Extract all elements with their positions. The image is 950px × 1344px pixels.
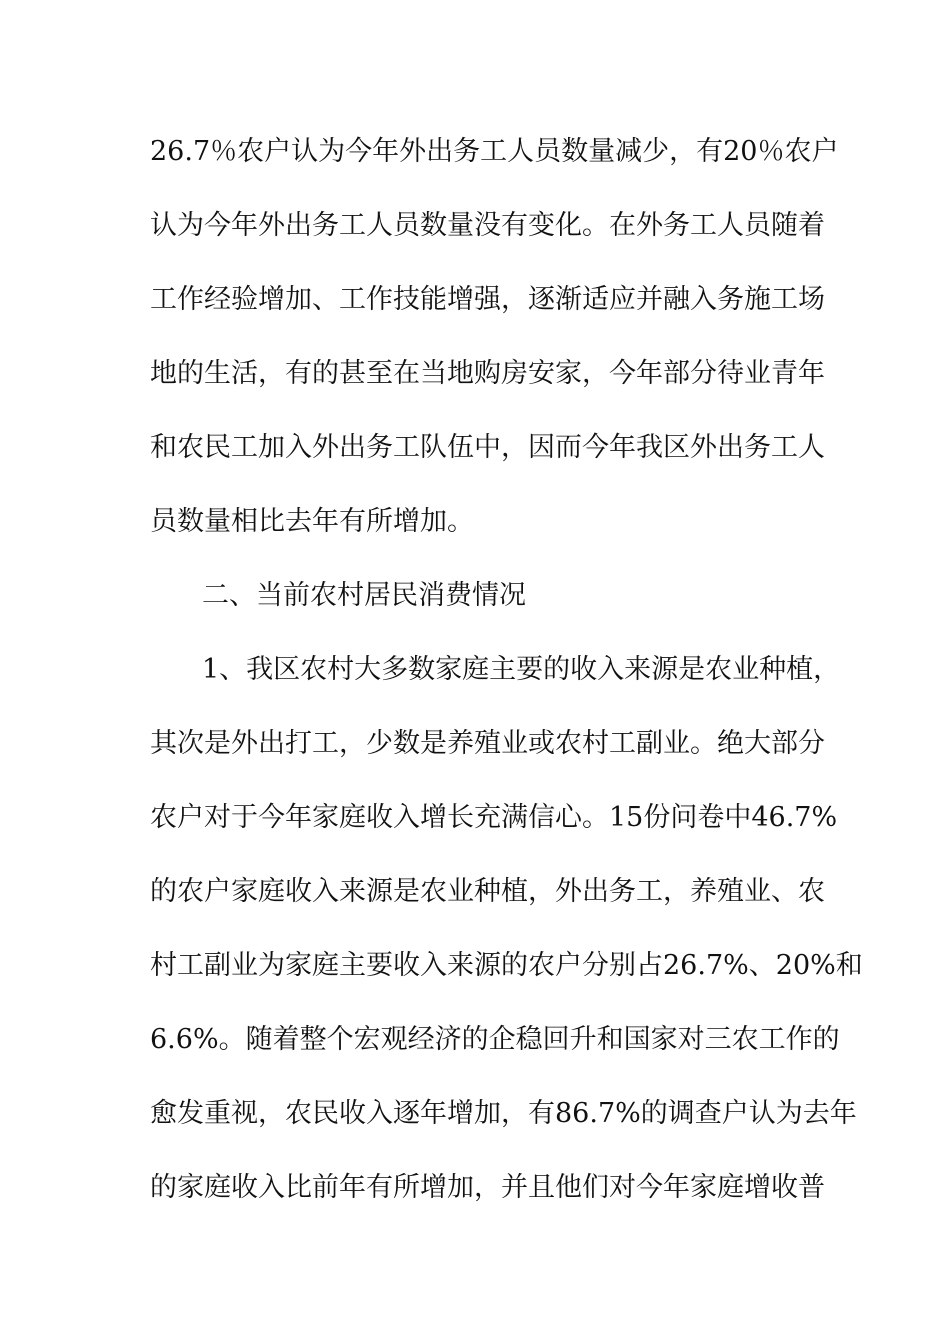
text-line: 6.6%。随着整个宏观经济的企稳回升和国家对三农工作的 [150, 1024, 840, 1055]
text-line: 农户对于今年家庭收入增长充满信心。15份问卷中46.7% [150, 802, 838, 833]
text-line: 员数量相比去年有所增加。 [150, 506, 474, 537]
text-line: 的家庭收入比前年有所增加，并且他们对今年家庭增收普 [150, 1172, 825, 1203]
text-line: 村工副业为家庭主要收入来源的农户分别占26.7%、20%和 [150, 950, 863, 981]
text-line: 和农民工加入外出务工队伍中，因而今年我区外出务工人 [150, 432, 825, 463]
text-line: 其次是外出打工，少数是养殖业或农村工副业。绝大部分 [150, 728, 825, 759]
text-line: 的农户家庭收入来源是农业种植，外出务工，养殖业、农 [150, 876, 825, 907]
text-line: 1、我区农村大多数家庭主要的收入来源是农业种植， [202, 654, 841, 685]
text-line: 认为今年外出务工人员数量没有变化。在外务工人员随着 [150, 210, 825, 241]
text-line: 工作经验增加、工作技能增强，逐渐适应并融入务施工场 [150, 284, 825, 315]
section-heading: 二、当前农村居民消费情况 [202, 580, 526, 611]
text-line: 愈发重视，农民收入逐年增加，有86.7%的调查户认为去年 [150, 1098, 857, 1129]
text-line: 地的生活，有的甚至在当地购房安家，今年部分待业青年 [150, 358, 825, 389]
text-line: 26.7％农户认为今年外出务工人员数量减少，有20％农户 [150, 136, 839, 167]
